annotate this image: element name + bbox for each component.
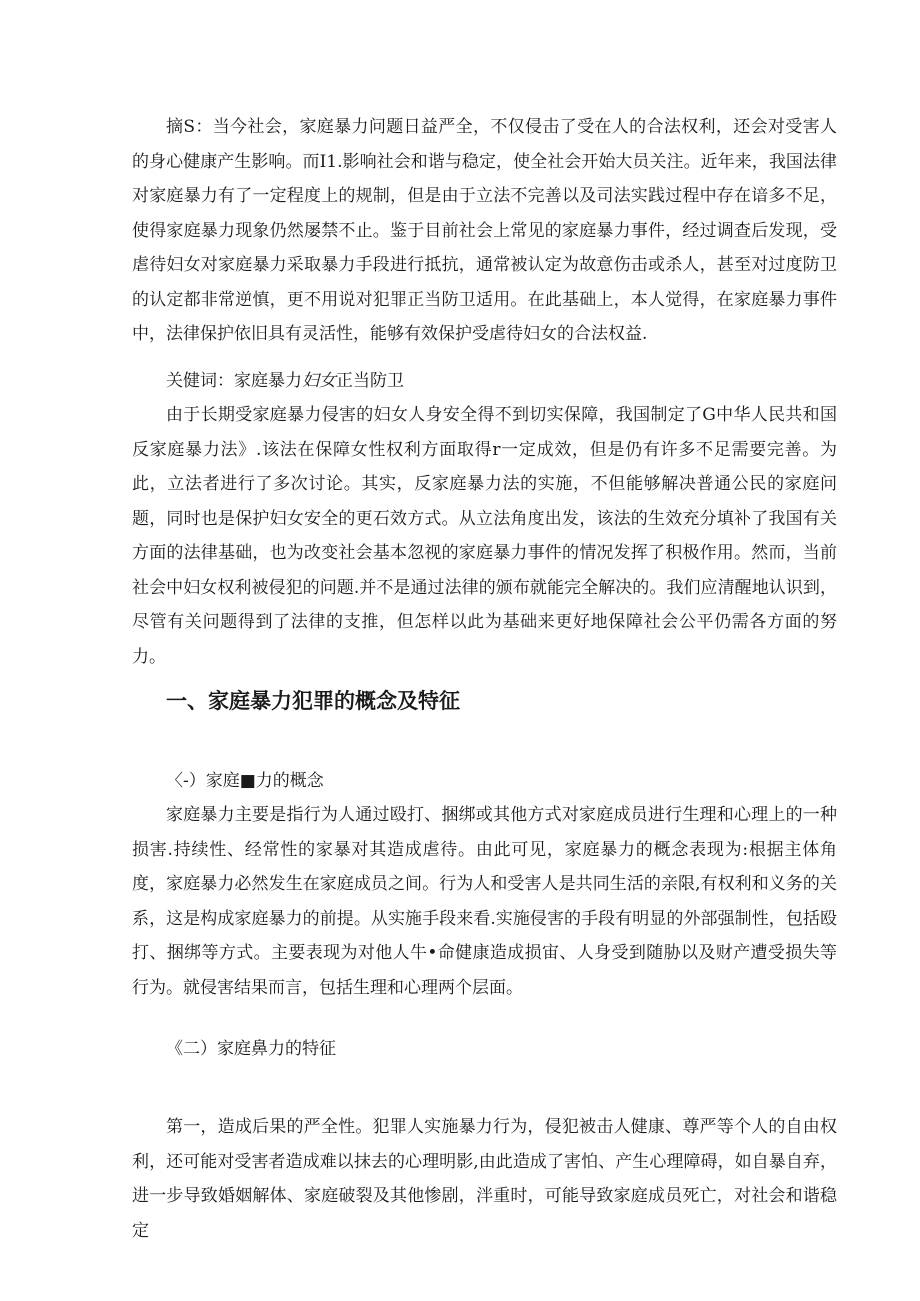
subsection-title-features: 《二）家庭鼻力的特征 xyxy=(166,1039,336,1059)
intro-paragraph: 由于长期受家庭暴力侵害的妇女人身安全得不到切实保障，我国制定了G中华人民共和国反家庭暴力法》.该法在保障女性权利方面取得r一定成效，但是仍有许多不足需要完善。为此，立法者进行了多次讨论。其实，反家庭暴力法的实施，不但能够解决普通公民的家庭问题，同时也是保护妇女安全的更石效方式。从立法角度出发，该法的生效充分填补了我国有关方面的法律基础，也为改变社会基本忽视的家庭暴力事件的情况发挥了积极作用。然而，当前社会中妇女权利被侵犯的问题.并不是通过法律的颁布就能完全解决的。我们应清醒地认识到，尽管有关问题得到了法律的支推，但怎样以此为基础来更好地保障社会公平仍需各方面的努力。 xyxy=(132,405,837,667)
abstract-paragraph: 摘S：当今社会，家庭暴力问题日益严全，不仅侵击了受在人的合法权利，还会对受害人的身心健康产生影响。而I1.影响社会和谐与稳定，使全社会开始大员关注。近年来，我国法律对家庭暴力有了一定程度上的规制，但是由于立法不完善以及司法实践过程中存在谙多不足，使得家庭暴力现象仍然屡禁不止。鉴于目前社会上常见的家庭暴力事件，经过调查后发现，受虐待妇女对家庭暴力采取暴力手段进行抵抗，通常被认定为故意伤击或杀人，甚至对过度防卫的认定都非常逆慎，更不用说对犯罪正当防卫适用。在此基础上，本人觉得，在家庭暴力事件中，法律保护依旧具有灵活性，能够有效保护受虐待妇女的合法权益. xyxy=(132,117,837,344)
features-paragraph: 第一，造成后果的严全性。犯罪人实施暴力行为，侵犯被击人健康、尊严等个人的自由权利，还可能对受害者造成难以抹去的心理明影,由此造成了害怕、产生心理障碍，如自暴自弃，进一步导致婚姻解体、家庭破裂及其他惨剧，泮重时，可能导致家庭成员死亡，对社会和谐稳定 xyxy=(132,1117,837,1241)
keywords-rest: 正当防卫 xyxy=(336,371,404,391)
section-heading: 一、家庭暴力犯罪的概念及特征 xyxy=(166,689,460,713)
keywords-line xyxy=(166,364,404,398)
keywords-italic: 妇女 xyxy=(302,371,336,391)
subsection-title-concept: 〈-）家庭■力的概念 xyxy=(166,771,324,791)
concept-paragraph: 家庭暴力主要是指行为人通过殴打、捆绑或其他方式对家庭成员进行生理和心理上的一种损害.持续性、经常性的家暴对其造成虐待。由此可见，家庭暴力的概念表现为:根据主体角度，家庭暴力必然发生在家庭成员之间。行为人和受害人是共同生活的亲限,有权利和义务的关系，这是构成家庭暴力的前提。从实施手段来看.实施侵害的手段有明显的外部强制性，包括殴打、捆绑等方式。主要表现为对他人牛•命健康造成损宙、人身受到随胁以及财产遭受损失等行为。就侵害结果而言，包括生理和心理两个层面。 xyxy=(132,805,837,998)
keywords-label: 关健词：家庭暴力 xyxy=(166,371,302,391)
